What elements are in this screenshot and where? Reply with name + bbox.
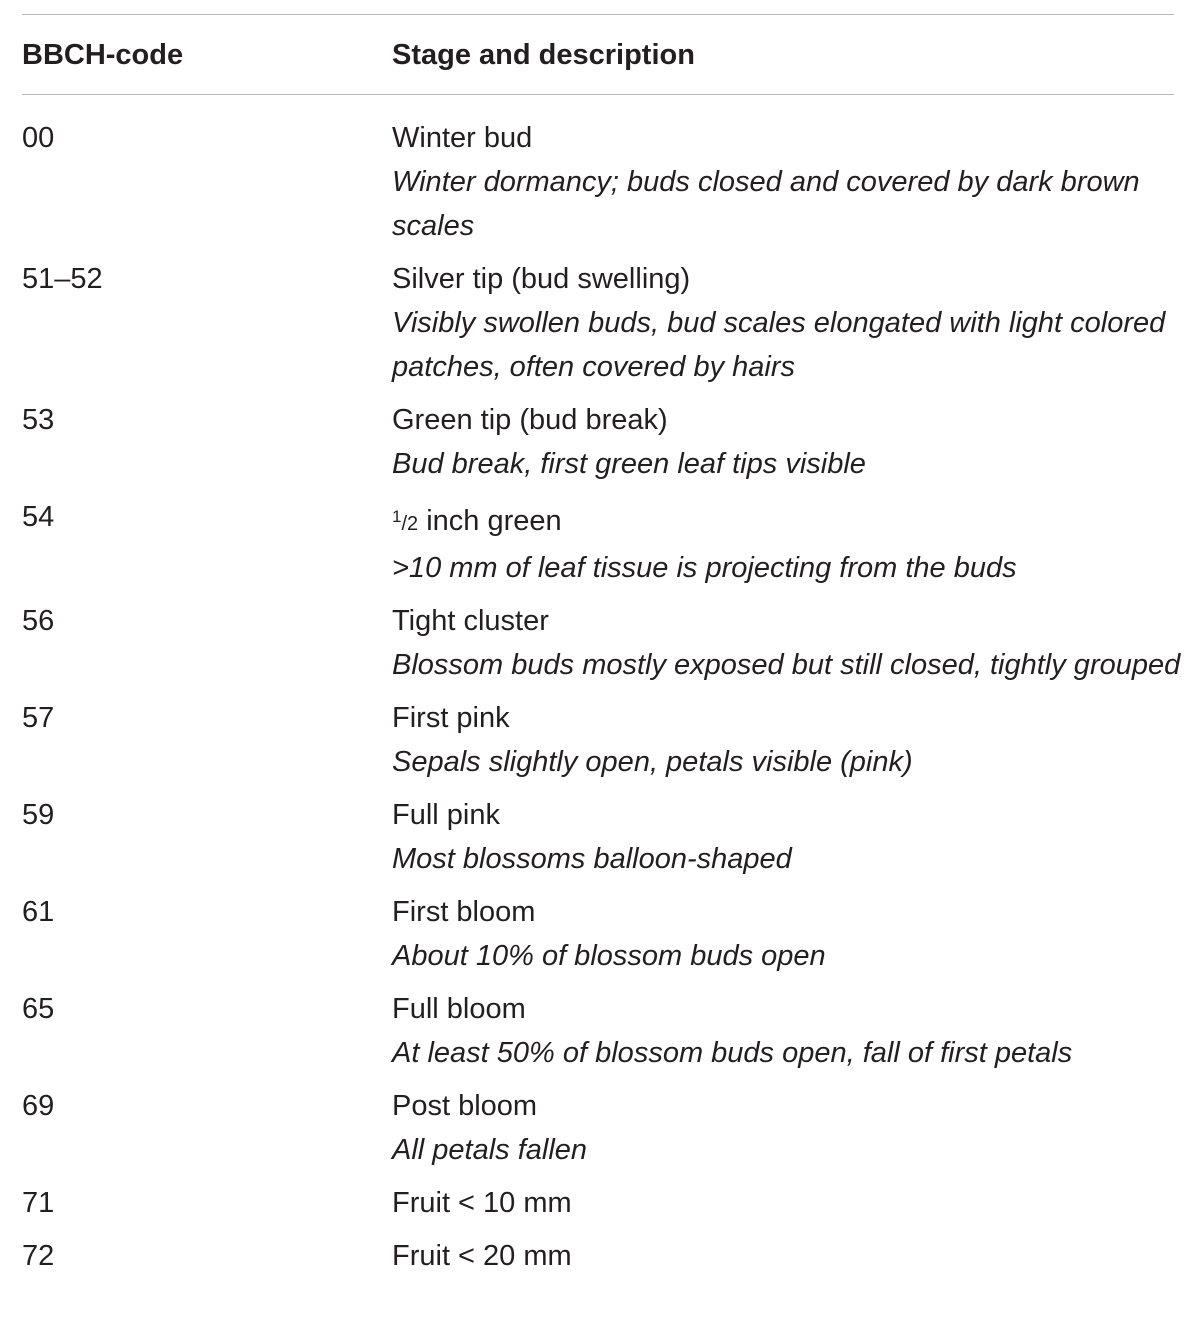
stage-cell	[392, 1234, 1182, 1278]
stage-title: Green tip (bud break)	[392, 404, 668, 436]
stage-title: Post bloom	[392, 1090, 538, 1122]
bbch-code-cell: 56	[22, 605, 55, 637]
table-row	[22, 987, 1174, 1075]
table-row	[22, 890, 1174, 978]
table-row	[22, 696, 1174, 784]
table-row	[22, 257, 1174, 389]
bbch-code-cell: 51–52	[22, 263, 103, 295]
stage-title: Tight cluster	[392, 605, 549, 637]
table-body	[22, 95, 1181, 1278]
table-row	[22, 116, 1174, 248]
stage-title: Fruit < 10 mm	[392, 1187, 572, 1219]
table-row	[22, 599, 1181, 687]
stage-cell	[392, 398, 1182, 486]
stage-cell	[392, 116, 1182, 248]
stage-cell	[392, 890, 1182, 978]
stage-description: About 10% of blossom buds open	[392, 940, 826, 972]
stage-title: First pink	[392, 702, 510, 734]
stage-description: Sepals slightly open, petals visible (pink)	[392, 746, 913, 778]
stage-cell	[392, 696, 1182, 784]
stage-description: >10 mm of leaf tissue is projecting from the buds	[392, 552, 1017, 584]
stage-title: Winter bud	[392, 122, 533, 154]
stage-title: Full bloom	[392, 993, 526, 1025]
bbch-code-cell: 54	[22, 501, 55, 533]
stage-description: Most blossoms balloon-shaped	[392, 843, 792, 875]
bbch-table	[22, 14, 1181, 1287]
stage-description: All petals fallen	[392, 1134, 588, 1166]
table-header-row	[22, 15, 1174, 94]
stage-title: Fruit < 20 mm	[392, 1240, 572, 1272]
stage-title: Silver tip (bud swelling)	[392, 263, 691, 295]
bbch-code-cell: 57	[22, 702, 55, 734]
table-row	[22, 398, 1174, 486]
stage-title	[392, 495, 1182, 546]
table-row	[22, 1181, 1174, 1225]
bbch-code-cell: 00	[22, 122, 55, 154]
bbch-code-cell: 61	[22, 896, 55, 928]
bbch-code-cell: 71	[22, 1187, 55, 1219]
bbch-code-cell: 59	[22, 799, 55, 831]
table-row	[22, 495, 1174, 590]
header-bbch-code: BBCH-code	[22, 39, 184, 71]
stage-title: First bloom	[392, 896, 536, 928]
header-stage-description: Stage and description	[392, 39, 695, 71]
stage-description: Winter dormancy; buds closed and covered by dark brown scales	[392, 166, 1140, 242]
stage-title: Full pink	[392, 799, 500, 831]
stage-description: Blossom buds mostly exposed but still closed, tightly grouped	[392, 649, 1181, 681]
stage-description: Bud break, first green leaf tips visible	[392, 448, 866, 480]
bbch-code-cell: 65	[22, 993, 55, 1025]
stage-description: At least 50% of blossom buds open, fall of first petals	[392, 1037, 1073, 1069]
stage-cell	[392, 1084, 1182, 1172]
table-row	[22, 793, 1174, 881]
stage-cell	[392, 599, 1182, 687]
stage-cell	[392, 987, 1182, 1075]
bbch-code-cell: 69	[22, 1090, 55, 1122]
stage-title-rest: inch green	[418, 505, 562, 537]
bbch-code-cell: 53	[22, 404, 55, 436]
bbch-code-cell: 72	[22, 1240, 55, 1272]
stage-description: Visibly swollen buds, bud scales elongated with light colored patches, often covered by hairs	[392, 307, 1166, 383]
half-fraction: $^1$/2	[392, 507, 419, 535]
stage-cell	[392, 793, 1182, 881]
stage-cell	[392, 495, 1182, 590]
stage-cell	[392, 257, 1182, 389]
stage-cell	[392, 1181, 1182, 1225]
table-row	[22, 1084, 1174, 1172]
table-row	[22, 1234, 1174, 1278]
